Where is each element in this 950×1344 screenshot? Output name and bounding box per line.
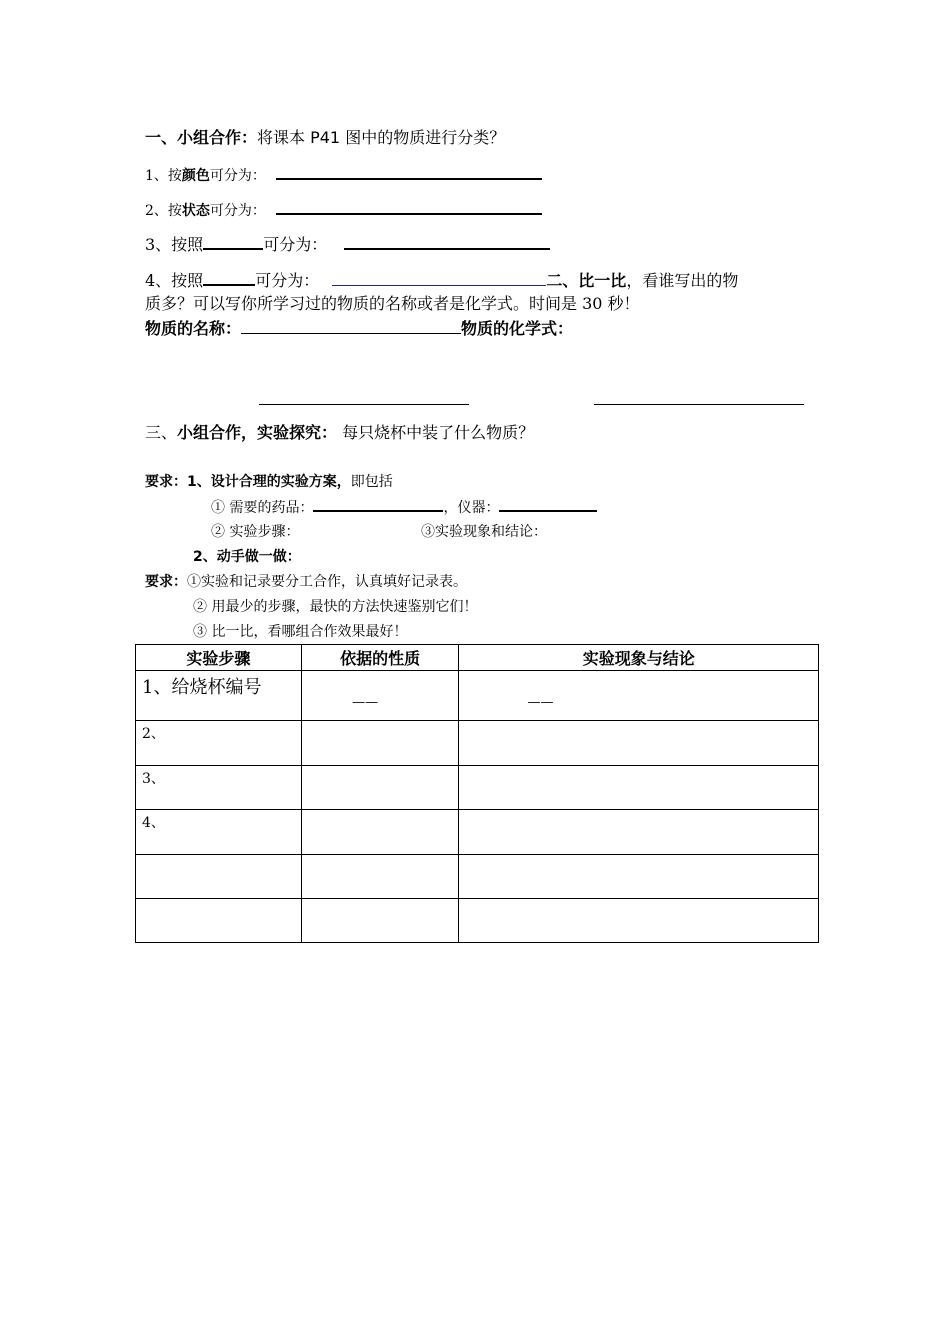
section3-title: 小组合作，实验探究： <box>177 423 338 442</box>
basis-cell[interactable] <box>301 810 459 855</box>
result-cell[interactable] <box>459 810 819 855</box>
step-cell[interactable] <box>136 721 302 766</box>
section1-title: 一、小组合作： <box>145 128 258 147</box>
substance-name-label: 物质的名称： <box>145 319 242 338</box>
table-row <box>136 855 819 899</box>
result-cell[interactable] <box>459 766 819 810</box>
item1-prefix: 1、按 <box>145 168 182 184</box>
requirement-1 <box>145 471 393 493</box>
result-dash: —— <box>527 695 554 710</box>
item4-answer-blank[interactable] <box>332 269 546 286</box>
requirement-2: 2、动手做一做： <box>193 549 301 565</box>
basis-cell[interactable] <box>301 671 459 721</box>
req1-title: 1、设计合理的实验方案， <box>187 474 351 490</box>
step-text <box>136 899 301 903</box>
basis-cell[interactable] <box>301 766 459 810</box>
item1-keyword: 颜色 <box>181 168 210 184</box>
section2-labels <box>145 318 573 340</box>
step-text: 1、给烧杯编号 <box>142 677 262 698</box>
item-3 <box>145 232 550 256</box>
item2-answer-blank[interactable] <box>276 197 542 215</box>
header-result: 实验现象与结论 <box>459 645 819 671</box>
item2-prefix: 2、按 <box>145 203 182 219</box>
table-row <box>136 899 819 943</box>
basis-cell[interactable] <box>301 721 459 766</box>
req1a-separator: ，仪器： <box>443 500 500 516</box>
basis-dash: —— <box>352 695 379 710</box>
substance-formula-line[interactable] <box>594 404 804 405</box>
basis-cell[interactable] <box>301 899 459 943</box>
section3-prefix: 三、 <box>145 423 178 442</box>
req3-item1: ①实验和记录要分工合作，认真填好记录表。 <box>187 574 467 590</box>
requirement-1b <box>211 521 299 543</box>
req1c-text: ③实验现象和结论： <box>421 524 547 540</box>
item1-suffix: 可分为： <box>209 168 266 184</box>
requirement-3 <box>145 571 467 593</box>
result-cell[interactable] <box>459 671 819 721</box>
section2-text2: 质多？可以写你所学习过的物质的名称或者是化学式。时间是 30 秒！ <box>145 294 640 313</box>
step-cell[interactable] <box>136 766 302 810</box>
table-row <box>136 671 819 721</box>
section2-title: 二、比一比 <box>546 271 627 290</box>
step-text: 4、 <box>142 815 165 831</box>
basis-cell[interactable] <box>301 855 459 899</box>
instruments-blank[interactable] <box>499 496 597 512</box>
step-cell[interactable] <box>136 899 302 943</box>
req3-item3: ③ 比一比，看哪组合作效果最好！ <box>193 624 408 640</box>
step-cell[interactable] <box>136 855 302 899</box>
reagents-blank[interactable] <box>313 496 443 512</box>
item3-suffix: 可分为： <box>263 235 328 254</box>
substance-formula-label: 物质的化学式： <box>461 319 574 338</box>
item2-keyword: 状态 <box>181 203 210 219</box>
section3-heading <box>145 422 534 444</box>
section2-text1: ，看谁写出的物 <box>626 271 739 290</box>
item-4 <box>145 268 738 292</box>
substance-name-blank[interactable] <box>241 319 461 334</box>
req1b-text: ② 实验步骤： <box>211 524 300 540</box>
header-basis: 依据的性质 <box>301 645 459 671</box>
result-cell[interactable] <box>459 855 819 899</box>
requirement-1a <box>211 496 597 519</box>
item-2 <box>145 197 542 222</box>
section3-question: 每只烧杯中装了什么物质？ <box>337 423 535 442</box>
req3-label: 要求： <box>145 574 187 590</box>
result-cell[interactable] <box>459 721 819 766</box>
step-text: 3、 <box>142 771 165 787</box>
req1-rest: 即包括 <box>350 474 393 490</box>
item-1 <box>145 162 542 187</box>
step-text <box>136 855 301 859</box>
step-text: 2、 <box>142 726 165 742</box>
item4-suffix: 可分为： <box>255 271 320 290</box>
req1-label: 要求： <box>145 474 187 490</box>
req1a-text: ① 需要的药品： <box>211 500 314 516</box>
substance-name-line[interactable] <box>259 404 469 405</box>
table-row <box>136 721 819 766</box>
header-step: 实验步骤 <box>136 645 302 671</box>
requirement-1c <box>421 521 547 543</box>
table-row <box>136 810 819 855</box>
section1-instruction: 将课本 P41 图中的物质进行分类？ <box>257 128 506 147</box>
item3-prefix: 3、按照 <box>145 235 204 254</box>
experiment-record-table <box>135 644 819 943</box>
item3-criterion-blank[interactable] <box>203 232 263 250</box>
section1-heading <box>145 127 505 149</box>
result-cell[interactable] <box>459 899 819 943</box>
item2-suffix: 可分为： <box>209 203 266 219</box>
table-row <box>136 766 819 810</box>
item4-criterion-blank[interactable] <box>203 268 255 286</box>
req3-item2: ② 用最少的步骤，最快的方法快速鉴别它们！ <box>193 599 478 615</box>
table-header-row <box>136 645 819 671</box>
item1-answer-blank[interactable] <box>276 162 542 180</box>
step-cell[interactable] <box>136 810 302 855</box>
item4-prefix: 4、按照 <box>145 271 204 290</box>
item3-answer-blank[interactable] <box>344 232 550 250</box>
